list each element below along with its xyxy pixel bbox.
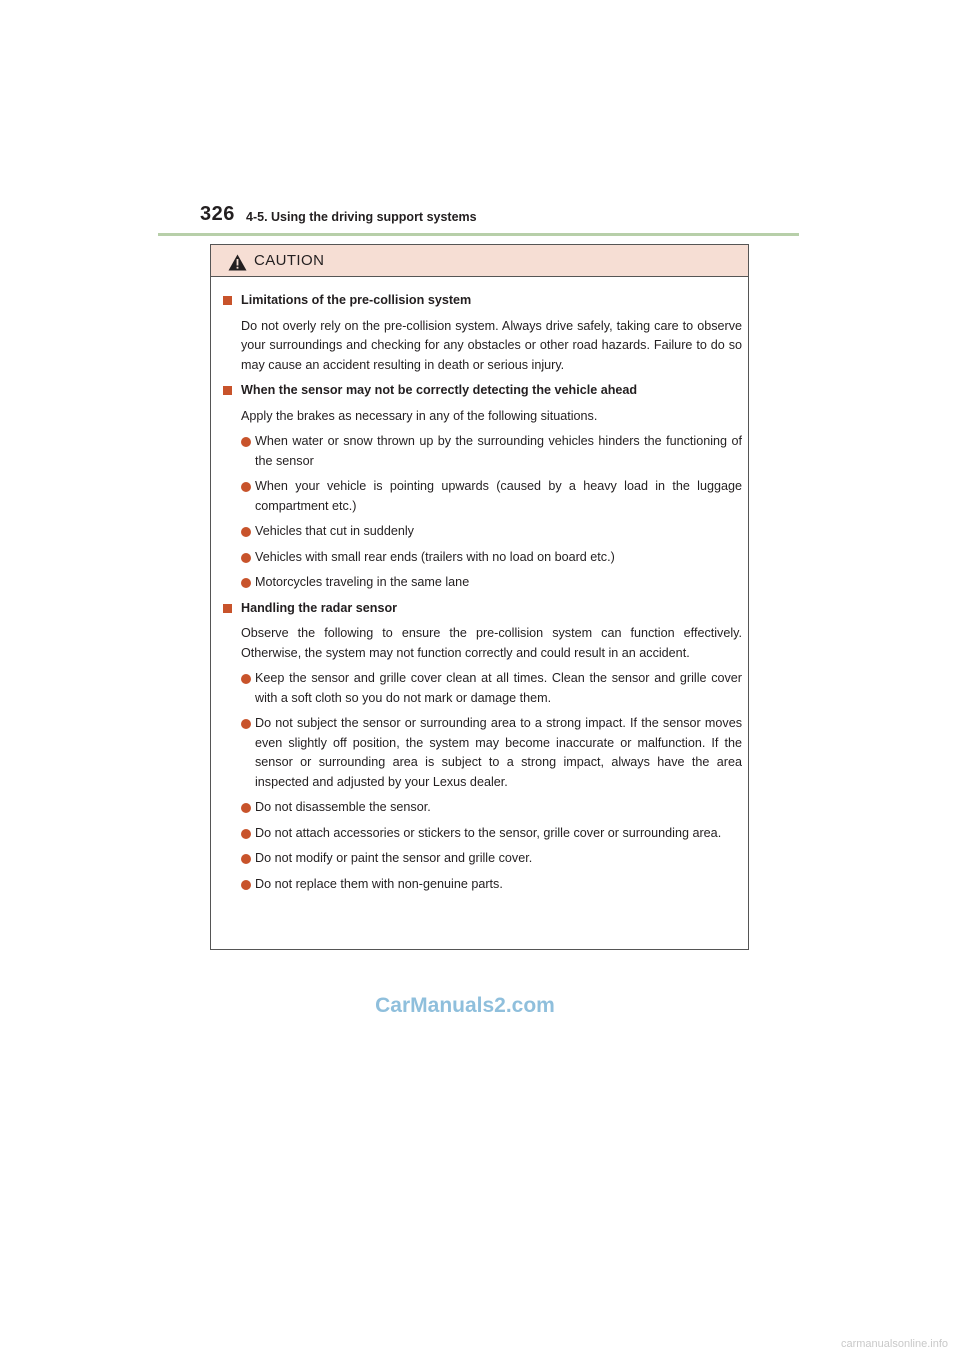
bullet-item <box>223 824 742 844</box>
bullet-text: Vehicles that cut in suddenly <box>255 524 414 538</box>
bullet-text: Do not disassemble the sensor. <box>255 800 431 814</box>
caution-section <box>223 291 742 375</box>
caution-body <box>211 277 748 894</box>
bullet-item <box>223 798 742 818</box>
warning-icon <box>228 254 247 271</box>
caution-section <box>223 599 742 895</box>
bullet-text: When water or snow thrown up by the surrounding vehicles hinders the functioning of the sensor <box>255 434 742 468</box>
bullet-item <box>223 477 742 516</box>
bullet-text: Do not replace them with non-genuine parts. <box>255 876 503 891</box>
bullet-item <box>223 714 742 792</box>
square-bullet-icon <box>223 386 232 395</box>
caution-box <box>210 244 749 950</box>
round-bullet-icon <box>241 674 251 684</box>
bullet-text: Do not modify or paint the sensor and grille cover. <box>255 851 533 865</box>
footer-url: carmanualsonline.info <box>840 1338 948 1350</box>
header-rule <box>158 233 799 236</box>
section-heading <box>223 381 742 401</box>
section-heading <box>223 291 742 311</box>
round-bullet-icon <box>241 578 251 588</box>
bullet-item <box>223 849 742 869</box>
round-bullet-icon <box>241 527 251 537</box>
bullet-item <box>223 522 742 542</box>
bullet-text: When your vehicle is pointing upwards (caused by a heavy load in the luggage compartment etc.) <box>255 479 742 513</box>
bullet-item <box>223 669 742 708</box>
watermark: CarManuals2.com <box>375 994 555 1017</box>
caution-section <box>223 381 742 593</box>
square-bullet-icon <box>223 604 232 613</box>
bullet-item <box>223 548 742 568</box>
section-heading-text: Limitations of the pre-collision system <box>241 293 472 307</box>
page-number: 326 <box>200 203 235 225</box>
bullet-text: Do not attach accessories or stickers to the sensor, grille cover or surrounding area. <box>255 825 722 840</box>
square-bullet-icon <box>223 296 232 305</box>
bullet-item <box>223 432 742 471</box>
section-paragraph: Do not overly rely on the pre-collision system. Always drive safely, taking care to observe your surroundings and checking for any obstacles or other road hazards. Failure to do so may cause an accident resulting in death or serious injury. <box>241 318 742 372</box>
caution-label: CAUTION <box>254 252 325 269</box>
section-paragraph: Observe the following to ensure the pre-collision system can function effectively. Otherwise, the system may not function correctly and could result in an accident. <box>241 626 742 660</box>
bullet-item <box>223 875 742 895</box>
section-heading-text: Handling the radar sensor <box>241 600 398 615</box>
section-heading-text: When the sensor may not be correctly detecting the vehicle ahead <box>241 383 638 397</box>
bullet-text: Motorcycles traveling in the same lane <box>255 575 470 589</box>
section-title: 4-5. Using the driving support systems <box>246 210 477 224</box>
section-paragraph: Apply the brakes as necessary in any of the following situations. <box>241 408 598 423</box>
bullet-text: Keep the sensor and grille cover clean at all times. Clean the sensor and grille cover with a soft cloth so you do not mark or damage them. <box>255 671 742 705</box>
round-bullet-icon <box>241 437 251 447</box>
round-bullet-icon <box>241 553 251 563</box>
round-bullet-icon <box>241 880 251 890</box>
round-bullet-icon <box>241 829 251 839</box>
bullet-text: Do not subject the sensor or surrounding area to a strong impact. If the sensor moves even slightly off position, the system may become inaccurate or malfunction. If the sensor or surrounding area is subject to a strong impact, always have the area inspected and adjusted by your Lexus dealer. <box>255 716 742 789</box>
caution-header <box>211 245 748 277</box>
bullet-item <box>223 573 742 593</box>
round-bullet-icon <box>241 854 251 864</box>
round-bullet-icon <box>241 719 251 729</box>
round-bullet-icon <box>241 803 251 813</box>
section-heading <box>223 599 742 619</box>
round-bullet-icon <box>241 482 251 492</box>
bullet-text: Vehicles with small rear ends (trailers with no load on board etc.) <box>255 549 615 564</box>
